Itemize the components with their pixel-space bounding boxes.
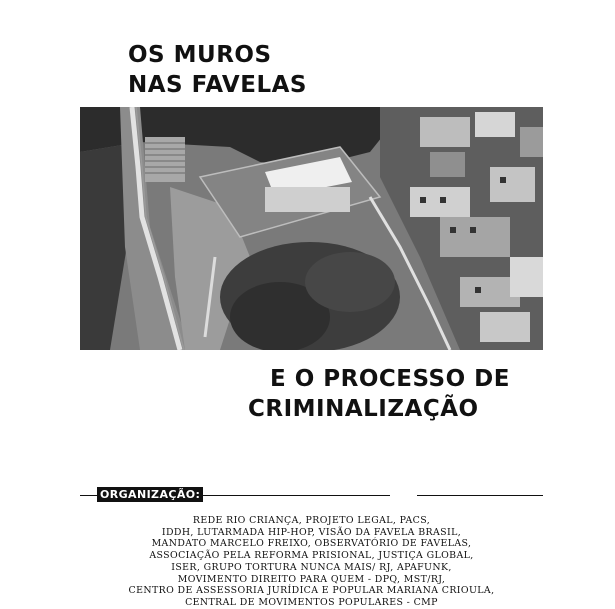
organization-line: CENTRAL DE MOVIMENTOS POPULARES - CMP [185, 596, 438, 608]
organization-line: IDDH, LUTARMADA HIP-HOP, VISÃO DA FAVELA BRASIL, [161, 526, 462, 538]
cover-photo [80, 107, 543, 350]
cover-subtitle-line-1: E O PROCESSO DE [270, 366, 510, 392]
organization-line: CENTRO DE ASSESSORIA JURÍDICA E POPULAR MARIANA CRIOULA, [128, 585, 495, 597]
organization-line: REDE RIO CRIANÇA, PROJETO LEGAL, PACS, [192, 515, 431, 526]
aerial-favela-photo-icon [80, 107, 543, 350]
organization-list [80, 515, 543, 609]
organization-line: MANDATO MARCELO FREIXO, OBSERVATÓRIO DE FAVELAS, [151, 538, 472, 550]
organization-rule-right [417, 495, 543, 496]
cover-subtitle-line-2: CRIMINALIZAÇÃO [248, 396, 479, 422]
cover-title-line-2: NAS FAVELAS [128, 72, 307, 98]
organization-label: ORGANIZAÇÃO: [97, 487, 203, 502]
organization-line: ASSOCIAÇÃO PELA REFORMA PRISIONAL, JUSTIÇA GLOBAL, [149, 550, 474, 562]
cover-title-line-1: OS MUROS [128, 42, 272, 68]
organization-line: MOVIMENTO DIREITO PARA QUEM - DPQ, MST/RJ, [177, 573, 446, 585]
cover-title [128, 40, 307, 100]
organization-line: ISER, GRUPO TORTURA NUNCA MAIS/ RJ, APAFUNK, [171, 561, 452, 573]
cover-subtitle [248, 364, 510, 424]
